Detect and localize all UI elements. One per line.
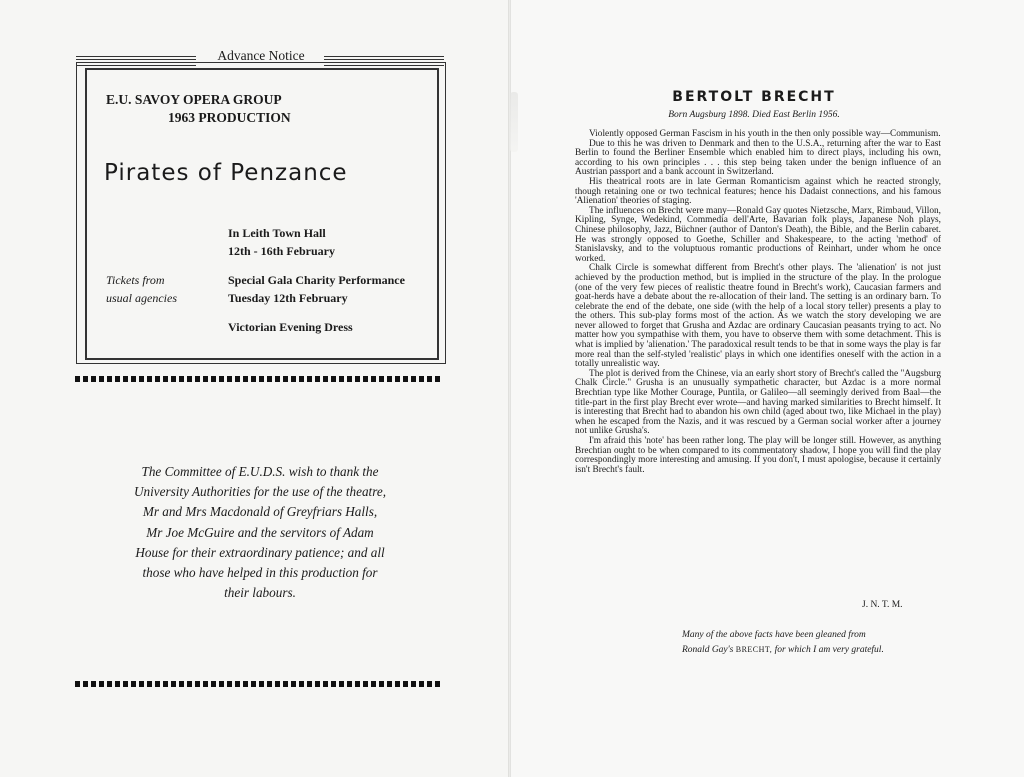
source-thanks: for which I am very grateful.: [774, 644, 884, 655]
acknowledgement-text: [120, 462, 400, 603]
advance-notice-header: Advance Notice: [217, 48, 305, 63]
dotted-divider-bottom: [75, 681, 443, 687]
ack-line: University Authorities for the use of the theatre,: [134, 484, 386, 500]
source-note: [682, 628, 942, 657]
ack-line: The Committee of E.U.D.S. wish to thank the: [141, 464, 379, 479]
article-subtitle: Born Augsburg 1898. Died East Berlin 1956.: [668, 110, 840, 120]
source-note-line-1: Many of the above facts have been gleaned from: [682, 630, 866, 640]
ack-line: those who have helped in this production for: [142, 565, 378, 581]
tickets-line-1: Tickets from: [106, 273, 165, 287]
run-dates: 12th - 16th February: [228, 244, 335, 258]
group-name: E.U. SAVOY OPERA GROUP: [106, 92, 282, 107]
article-paragraph: His theatrical roots are in late German Romanticism against which he reacted strongly, though retaining one or two technical features; hence his Dadaist connections, and his famous 'Alienation' theories of staging.: [575, 176, 941, 207]
dotted-divider-top: [75, 376, 443, 382]
venue: In Leith Town Hall: [228, 226, 326, 240]
source-book: BRECHT,: [735, 644, 773, 654]
article-paragraph: The influences on Brecht were many—Ronald Gay quotes Nietzsche, Marx, Rimbaud, Villon, Kipling, Synge, Wedekind, Commedia dell'Arte, Bavarian folk plays, Japanese Noh plays, Chinese philosophy, Jazz, Büchner (author of Danton's Death), the Bible, and the Berlin cabaret. He was strongly opposed to Goethe, Schiller and Shakespeare, to the acting 'method' of Stanislavsky, and to the voluptuous romantic productions of Reinhart, under whom he once worked.: [575, 205, 941, 264]
source-author: Ronald Gay's: [682, 644, 734, 655]
ack-line: Mr and Mrs Macdonald of Greyfriars Halls,: [142, 504, 378, 520]
production-year: 1963 PRODUCTION: [168, 110, 291, 125]
tickets-line-2: usual agencies: [106, 291, 177, 305]
article-paragraph: Due to this he was driven to Denmark and then to the U.S.A., returning after the war to East Berlin to found the Berliner Ensemble which enabled him to direct plays, including his own, according to his own principles . . . this step being taken under the benign influence of an Austrian passport and a bank account in Switzerland.: [575, 138, 941, 178]
dress-code: Victorian Evening Dress: [228, 320, 353, 334]
ack-line: House for their extraordinary patience; and all: [135, 544, 385, 560]
article-paragraph: Violently opposed German Fascism in his youth in the then only possible way—Communism.: [589, 129, 941, 139]
ack-line: Mr Joe McGuire and the servitors of Adam: [146, 524, 374, 540]
ack-line: their labours.: [224, 585, 296, 601]
article-body: [575, 130, 941, 475]
article-title: BERTOLT BRECHT: [672, 89, 836, 105]
gala-performance: Special Gala Charity Performance: [228, 273, 405, 287]
show-title: Pirates of Penzance: [104, 160, 348, 186]
source-note-line-2: [682, 643, 942, 658]
article-paragraph: I'm afraid this 'note' has been rather long. The play will be longer still. However, as anything Brechtian ought to be when compared to its commentatory shadow, I hope you will find the play correspondingly more interesting and amusing. If you don't, I must apologise, because it certainly isn't Brecht's fault.: [575, 436, 941, 475]
article-paragraph: The plot is derived from the Chinese, via an early short story of Brecht's called the "Augsburg Chalk Circle." Grusha is an unusually sympathetic character, but Azdac is a more normal Brechtian type like Mother Courage, Puntila, or Galileo—all seemingly derived from Baal—the title-part in the first play Brecht ever wrote—and having marked similarities to Brecht himself. It is interesting that Brecht had to abandon his own child (aged about two, like Michael in the play) when he escaped from the Nazis, and it was rescued by a German social worker after a journey not unlike Grusha's.: [575, 368, 941, 437]
article-paragraph: Chalk Circle is somewhat different from Brecht's other plays. The 'alienation' is not just achieved by the production method, but is implied in the structure of the play. In the prologue (one of the very few pieces of realistic theatre found in Brecht's work), Caucasian farmers and goat-herds have a debate about the re-allocation of their land. The setting is an ordinary barn. To celebrate the end of the debate, one side (with the help of a local story teller) presents a play to the others. This sub-play forms most of the action. As we watch the story developing we are never allowed to forget that Grusha and Azdac are ordinary Caucasian peasants trying to act. No matter how you sympathise with them, you have to observe them with some detachment. This is what is implied by 'alienation.' The paradoxical result tends to be that in some ways the play is far more real than the self-styled 'realistic' plays in which one identifies oneself with the action in a totally unrealistic way.: [575, 263, 941, 370]
gala-date: Tuesday 12th February: [228, 291, 348, 305]
staple-mark: [510, 92, 518, 152]
author-initials: J. N. T. M.: [862, 600, 903, 610]
